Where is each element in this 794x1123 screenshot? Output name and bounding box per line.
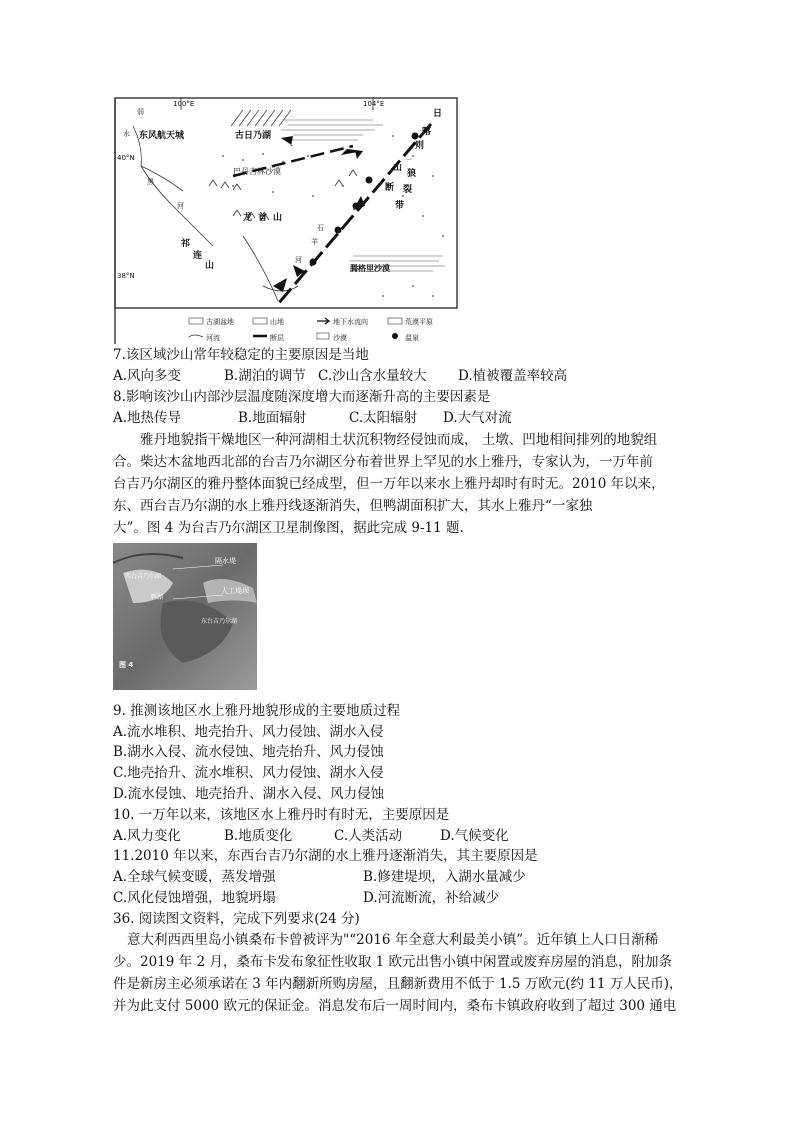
q11-option-b: B.修建堤坝，入湖水量减少: [363, 869, 526, 885]
geology-map: [113, 96, 459, 346]
lat-label-40: 40°N: [117, 154, 135, 162]
label-heihe-2: 河: [177, 202, 184, 210]
q9-option-b: B.湖水入侵、流水侵蚀、地壳抬升、风力侵蚀: [113, 744, 384, 760]
q36-stem: 36. 阅读图文资料，完成下列要求(24 分): [113, 911, 360, 927]
legend-item: 河流: [206, 334, 220, 342]
label-gurinai: 古日乃湖: [235, 131, 272, 141]
q9-stem: 9. 推测该地区水上雅丹地貌形成的主要地质过程: [113, 703, 401, 719]
q7-option-a: A.风向多变: [113, 368, 182, 384]
photo-label: 人工堤坝: [221, 587, 249, 595]
q11-option-c: C.风化侵蚀增强，地貌坍塌: [113, 890, 276, 906]
q8-stem: 8.影响该沙山内部沙层温度随深度增大而逐渐升高的主要因素是: [113, 389, 491, 405]
q36-passage-line: 并为此支付 5000 欧元的保证金。消息发布后一周时间内，桑布卡镇政府收到了超过 300 通电: [113, 998, 677, 1014]
label-heihe-1: 黑: [147, 178, 154, 186]
label-fault-9: 带: [395, 201, 405, 211]
q11-option-d: D.河流断流，补给减少: [363, 890, 500, 906]
lon-label-100: 100°E: [173, 100, 195, 108]
photo-label: 隔水堤: [215, 557, 236, 565]
q9-option-c: C.地壳抬升、流水堆积、风力侵蚀、湖水入侵: [113, 765, 384, 781]
legend-item: 沙漠: [333, 334, 347, 342]
q11-stem: 11.2010 年以来，东西台吉乃尔湖的水上雅丹逐渐消失，其主要原因是: [113, 848, 538, 864]
q8-option-c: C.太阳辐射: [349, 410, 418, 426]
label-shiyang-1: 石: [317, 224, 324, 232]
lon-label-104: 104°E: [363, 100, 385, 108]
q36-passage-line: 意大利西西里岛小镇桑布卡曾被评为"“2016 年全意大利最美小镇”。近年镇上人口日渐稀: [127, 932, 659, 948]
q10-option-b: B.地质变化: [224, 828, 293, 844]
label-tengger: 腾格里沙漠: [350, 264, 390, 273]
label-ruoshui-2: 水: [123, 130, 130, 138]
legend-item: 温泉: [405, 334, 419, 342]
legend-item: 古湖盆地: [206, 318, 234, 326]
photo-label: 鸭湖: [151, 594, 164, 601]
label-qilian-3: 山: [205, 261, 215, 271]
q10-option-d: D.气候变化: [440, 828, 509, 844]
label-fault-2: 喀: [422, 127, 432, 137]
legend-item: 地下水流向: [333, 318, 368, 326]
label-fault-1: 日: [433, 109, 443, 119]
q7-option-d: D.植被覆盖率较高: [458, 368, 568, 384]
label-qilian-2: 连: [193, 251, 203, 261]
label-shiyang-3: 河: [295, 256, 302, 264]
q10-option-a: A.风力变化: [113, 828, 182, 844]
q7-stem: 7.该区域沙山常年较稳定的主要原因是当地: [113, 347, 369, 363]
label-fault-3: 则: [415, 141, 425, 151]
passage-line: 合。柴达木盆地西北部的台吉乃尔湖区分布着世界上罕见的水上雅丹，专家认为，一万年前: [113, 454, 653, 470]
label-fault-4: 一: [405, 156, 412, 164]
label-fault-7: 断: [385, 183, 395, 193]
q36-passage-line: 件是新房主必须承诺在 3 年内翻新所购房屋，且翻新费用不低于 1.5 万欧元(约 11 万人民币)，: [113, 976, 683, 992]
q10-option-c: C.人类活动: [334, 828, 403, 844]
map-frame: [115, 98, 457, 308]
q10-stem: 10. 一万年以来，该地区水上雅丹时有时无，主要原因是: [113, 807, 450, 823]
q8-option-a: A.地热传导: [113, 410, 182, 426]
q9-option-d: D.流水侵蚀、地壳抬升、湖水入侵、风力侵蚀: [113, 786, 385, 802]
satellite-image: [113, 543, 257, 690]
label-dongfeng: 东风航天城: [139, 131, 185, 141]
legend-item: 荒漠平原: [405, 318, 433, 326]
label-fault-6: 山: [393, 163, 403, 173]
legend-item: 山地: [270, 318, 284, 326]
q36-passage-line: 少。2019 年 2 月，桑布卡发布象征性收取 1 欧元出售小镇中闲置或废弃房屋的消息，附加条: [113, 954, 672, 970]
label-badain: 巴丹吉林沙漠: [233, 167, 281, 176]
photo-caption: 图 4: [119, 661, 134, 669]
label-fault-5: 狼: [407, 169, 417, 179]
map-legend: [189, 317, 433, 342]
q8-option-d: D.大气对流: [443, 410, 512, 426]
label-fault-8: 裂: [403, 185, 413, 195]
lat-label-38: 38°N: [117, 272, 135, 280]
label-longshou-1: 龙: [243, 213, 253, 223]
passage-line: 大”。图 4 为台吉乃尔湖区卫星制像图，据此完成 9-11 题.: [113, 520, 464, 536]
q11-option-a: A.全球气候变暖，蒸发增强: [113, 869, 276, 885]
label-longshou-2: 首: [258, 213, 268, 223]
q9-option-a: A.流水堆积、地壳抬升、风力侵蚀、湖水入侵: [113, 724, 384, 740]
passage-line: 台吉乃尔湖区的雅丹整体面貌已经成型，但一万年以来水上雅丹却时有时无。2010 年以来，: [113, 476, 665, 492]
label-ruoshui-1: 弱: [137, 108, 144, 116]
q7-option-c: C.沙山含水量较大: [318, 368, 427, 384]
passage-line: 东、西台吉乃尔湖的水上雅丹线逐渐消失，但鸭湖面积扩大，其水上雅丹“一家独: [113, 498, 593, 514]
photo-label: 西台吉乃尔湖: [125, 573, 162, 580]
label-qilian-1: 祁: [181, 239, 191, 249]
label-shiyang-2: 羊: [311, 238, 318, 246]
passage-line: 雅丹地貌指干燥地区一种河湖相土状沉积物经侵蚀而成， 土墩、凹地相间排列的地貌组: [140, 432, 658, 448]
legend-item: 断层: [270, 334, 284, 342]
q7-option-b: B.湖泊的调节: [224, 368, 306, 384]
photo-label: 东台吉乃尔湖: [201, 618, 238, 625]
label-longshou-3: 山: [273, 213, 283, 223]
q8-option-b: B.地面辐射: [238, 410, 307, 426]
